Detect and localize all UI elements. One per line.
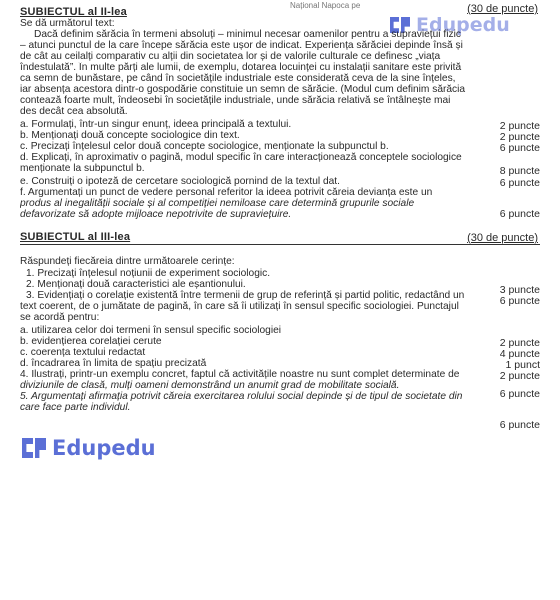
question-item: 4. Ilustrați, printr-un exemplu concret, faptul că activitățile noastre nu sunt complet determinate de xyxy=(20,369,460,380)
top-fragment: Național Napoca pe xyxy=(290,1,361,10)
text-line: ca semn de bunăstare, pe când în societățile industriale este considerată ceva de la sine înțeles, xyxy=(20,73,456,84)
question-points: 6 puncte xyxy=(499,388,540,400)
question-item: 2. Menționați două caracteristici ale eșantionului. xyxy=(26,279,246,290)
text-line: Dacă definim sărăcia în termeni absoluți – minimul necesar oamenilor pentru a supraviețui fizic xyxy=(34,29,461,40)
section3-intro: Răspundeți fiecăreia dintre următoarele cerințe: xyxy=(20,256,235,267)
section2-title: SUBIECTUL al II-lea xyxy=(20,6,127,18)
question-item: a. Formulați, într-un singur enunț, ideea principală a textului. xyxy=(20,119,292,130)
question-points: 4 puncte xyxy=(499,348,540,360)
section3-points: (30 de puncte) xyxy=(467,232,538,244)
edupedu-logo-bottom xyxy=(22,436,156,460)
text-line: contează foarte mult, îndeosebi în societățile industriale, unde sărăcia relativă se întâlnește mai xyxy=(20,95,451,106)
question-item: 1. Precizați înțelesul noțiunii de experiment sociologic. xyxy=(26,268,271,279)
text-line: – atunci punctul de la care începe sărăcia este ușor de indicat. Experiența sărăciei depinde însă și xyxy=(20,40,463,51)
edupedu-logo-text: Edupedu xyxy=(416,14,510,36)
text-line: iar absența acestora dintr-o gospodărie constituie un semn de sărăcie. (Modul cum definim sărăcia xyxy=(20,84,466,95)
text-line: îndestulată”. În multe părți ale lumii, de exemplu, dotarea locuinței cu instalații sanitare este privită xyxy=(20,62,462,73)
question-item: care face parte individul. xyxy=(20,402,131,413)
question-item: e. Construiți o ipoteză de cercetare sociologică pornind de la textul dat. xyxy=(20,176,340,187)
question-points: 6 puncte xyxy=(499,419,540,431)
question-points: 6 puncte xyxy=(499,142,540,154)
question-item: b. evidențierea corelației cerute xyxy=(20,336,162,347)
text-line: des decât cea absolută. xyxy=(20,106,128,117)
question-item: b. Menționați două concepte sociologice din text. xyxy=(20,130,240,141)
text-line: de cât au ceilalți comparativ cu alții din societatea lor și de valorile culturale ce definesc „viața xyxy=(20,51,441,62)
question-item: c. coerența textului redactat xyxy=(20,347,146,358)
question-item: menționate la subpunctul b. xyxy=(20,163,145,174)
question-points: 2 puncte xyxy=(499,131,540,143)
question-item: diviziunile de clasă, mulți oameni demonstrând un anumit grad de mobilitate socială. xyxy=(20,380,400,391)
section2-points: (30 de puncte) xyxy=(467,3,538,15)
question-points: 2 puncte xyxy=(499,370,540,382)
question-points: 8 puncte xyxy=(499,165,540,177)
edupedu-logo-icon xyxy=(22,438,46,458)
question-points: 2 puncte xyxy=(499,120,540,132)
question-item: c. Precizați înțelesul celor două concepte sociologice, menționate la subpunctul b. xyxy=(20,141,389,152)
question-points: 6 puncte xyxy=(499,295,540,307)
question-item: defavorizate să adopte mijloace nepotrivite de supraviețuire. xyxy=(20,209,292,220)
question-item: f. Argumentați un punct de vedere personal referitor la ideea potrivit căreia devianța este un xyxy=(20,187,433,198)
question-item: 5. Argumentați afirmația potrivit căreia exercitarea rolului social depinde și de tipul de societate din xyxy=(20,391,463,402)
section3-title: SUBIECTUL al III-lea xyxy=(20,231,131,243)
question-item: d. încadrarea în limita de spațiu precizată xyxy=(20,358,207,369)
question-item: se acordă pentru: xyxy=(20,312,100,323)
question-points: 1 punct xyxy=(505,359,540,371)
edupedu-logo-text: Edupedu xyxy=(52,436,156,460)
question-points: 6 puncte xyxy=(499,177,540,189)
text-line: Se dă următorul text: xyxy=(20,18,115,29)
question-points: 3 puncte xyxy=(499,284,540,296)
question-item: 3. Evidențiați o corelație existentă între termenii de grup de referință și partid politic, redactând un xyxy=(26,290,465,301)
question-points: 6 puncte xyxy=(499,208,540,220)
question-item: a. utilizarea celor doi termeni în sensul specific sociologiei xyxy=(20,325,282,336)
question-item: d. Explicați, în aproximativ o pagină, modul specific în care interacționează conceptele sociologice xyxy=(20,152,462,163)
question-points: 2 puncte xyxy=(499,337,540,349)
question-item: produs al inegalității sociale și al competiției nemiloase care determină grupurile sociale xyxy=(20,198,415,209)
question-item: text coerent, de o jumătate de pagină, în care să îi utilizați în sensul specific sociologiei. Punctajul xyxy=(20,301,459,312)
section-divider xyxy=(20,244,540,245)
